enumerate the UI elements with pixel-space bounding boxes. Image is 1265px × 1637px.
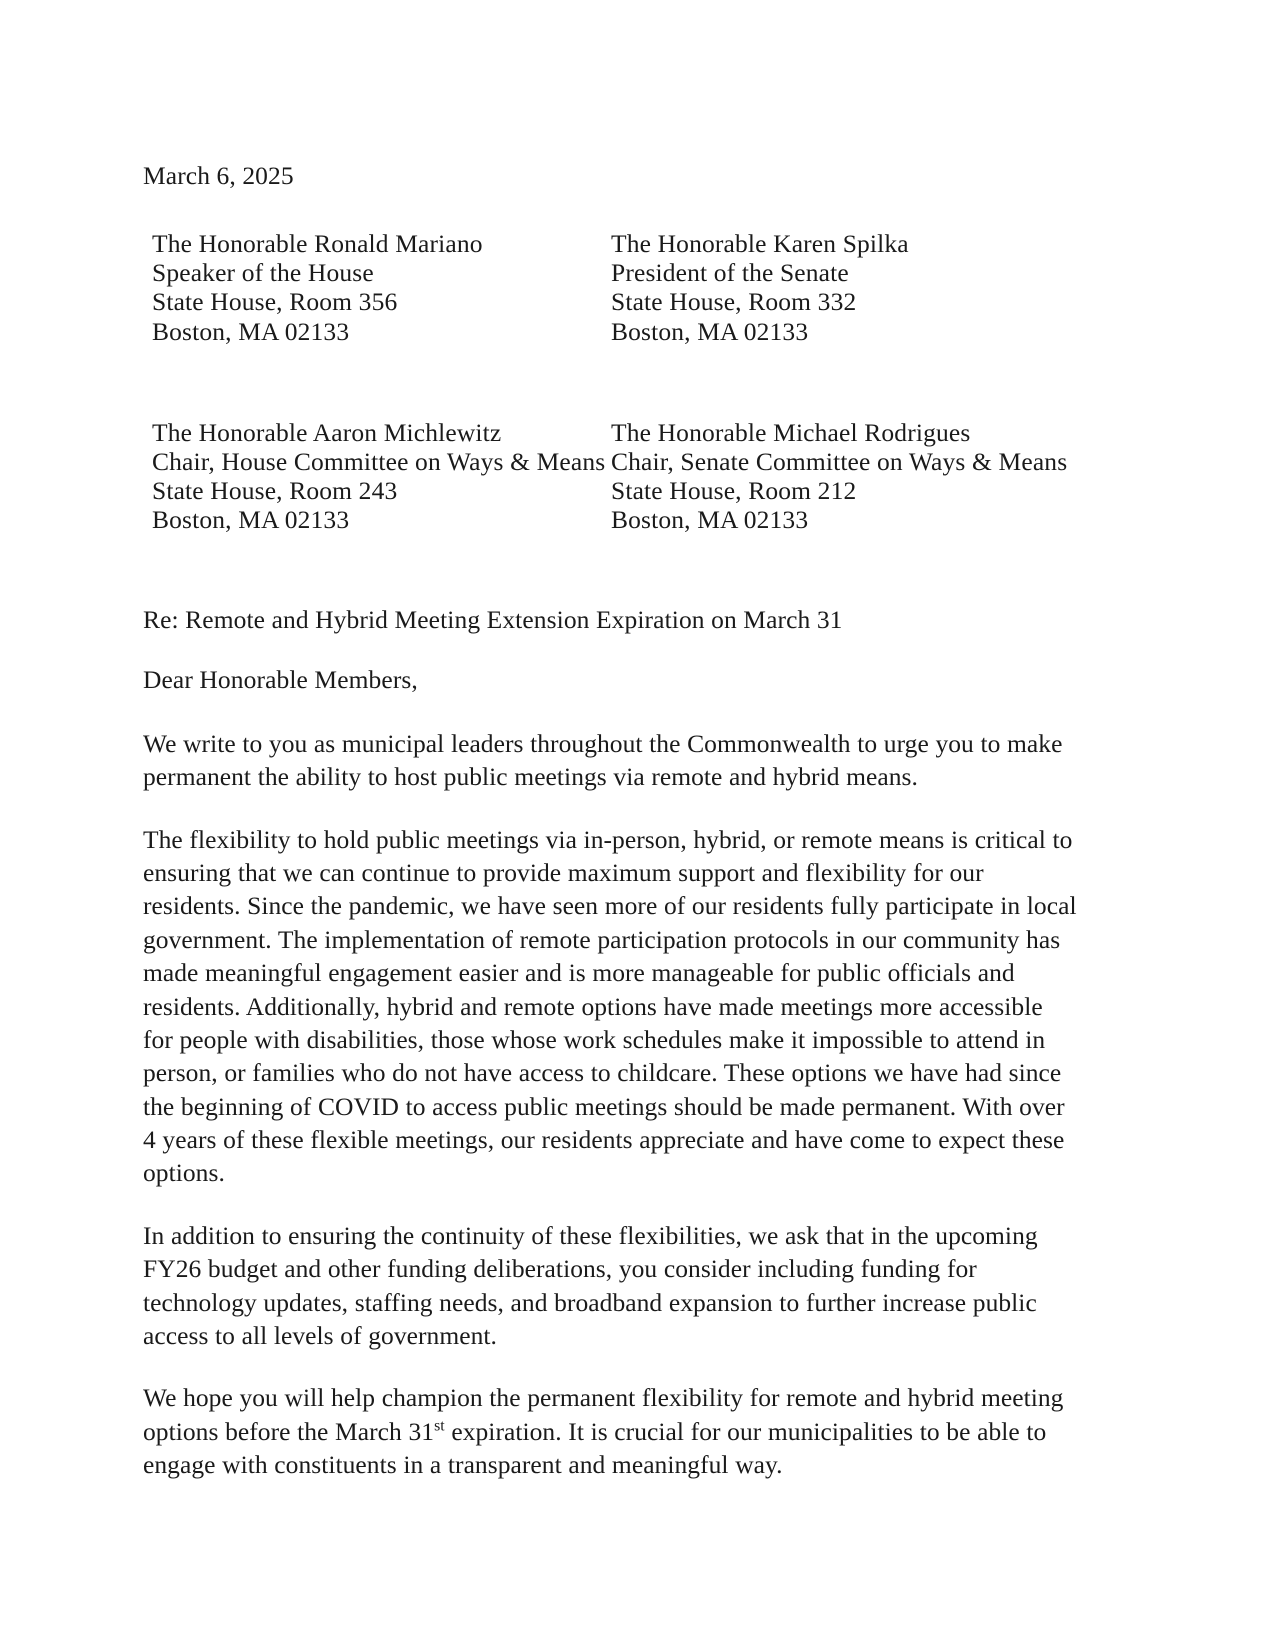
recipient-address-line-1: State House, Room 243	[152, 476, 398, 506]
recipient-row-secondary	[143, 418, 1078, 535]
letter-date: March 6, 2025	[143, 161, 294, 190]
recipient-block-michlewitz	[143, 418, 608, 535]
recipient-title: Chair, Senate Committee on Ways & Means	[611, 447, 1068, 477]
recipient-address-line-1: State House, Room 332	[611, 287, 857, 317]
recipient-address-line-2: Boston, MA 02133	[152, 505, 350, 535]
letter-content	[143, 160, 1078, 1482]
salutation: Dear Honorable Members,	[143, 665, 418, 695]
body-paragraph-4	[143, 1381, 1078, 1481]
recipient-address-line-1: State House, Room 356	[152, 287, 398, 317]
recipient-name: The Honorable Michael Rodrigues	[611, 417, 971, 447]
subject-line: Re: Remote and Hybrid Meeting Extension Expiration on March 31	[143, 604, 843, 634]
recipient-name: The Honorable Ronald Mariano	[152, 229, 483, 259]
body-paragraph-1: We write to you as municipal leaders throughout the Commonwealth to urge you to make permanent the ability to host public meetings via remote and hybrid means.	[143, 728, 1063, 792]
recipient-name: The Honorable Karen Spilka	[611, 229, 909, 259]
recipient-address-line-2: Boston, MA 02133	[152, 316, 350, 346]
recipient-row-primary	[143, 229, 1078, 346]
recipient-address-line-1: State House, Room 212	[611, 476, 857, 506]
ordinal-suffix: st	[434, 1417, 445, 1435]
closing-text-after-ordinal: expiration. It is crucial for our municipalities to be able to engage with constituents in a transparent and meaningful way.	[143, 1416, 1047, 1480]
recipient-address-line-2: Boston, MA 02133	[611, 316, 809, 346]
recipient-title: President of the Senate	[611, 258, 849, 288]
recipient-title: Chair, House Committee on Ways & Means	[152, 447, 606, 477]
recipient-block-spilka	[608, 229, 1078, 346]
body-paragraph-2: The flexibility to hold public meetings via in-person, hybrid, or remote means is critical to ensuring that we can continue to provide maximum support and flexibility for our residents. Since the pandemic, we have seen more of our residents fully participate in local government. The implementation of remote participation protocols in our community has made meaningful engagement easier and is more manageable for public officials and residents. Additionally, hybrid and remote options have made meetings more accessible for people with disabilities, those whose work schedules make it impossible to attend in person, or families who do not have access to childcare. These options we have had since the beginning of COVID to access public meetings should be made permanent. With over 4 years of these flexible meetings, our residents appreciate and have come to expect these options.	[143, 824, 1077, 1188]
recipient-address-line-2: Boston, MA 02133	[611, 505, 809, 535]
recipient-name: The Honorable Aaron Michlewitz	[152, 417, 502, 447]
recipient-title: Speaker of the House	[152, 258, 374, 288]
recipient-block-rodrigues	[608, 418, 1078, 535]
closing-text-before-ordinal: We hope you will help champion the permanent flexibility for remote and hybrid meeting options before the March 31	[143, 1383, 1064, 1446]
recipient-block-mariano	[143, 229, 608, 346]
body-paragraph-3: In addition to ensuring the continuity of these flexibilities, we ask that in the upcoming FY26 budget and other funding deliberations, you consider including funding for technology updates, staffing needs, and broadband expansion to further increase public access to all levels of government.	[143, 1220, 1038, 1351]
